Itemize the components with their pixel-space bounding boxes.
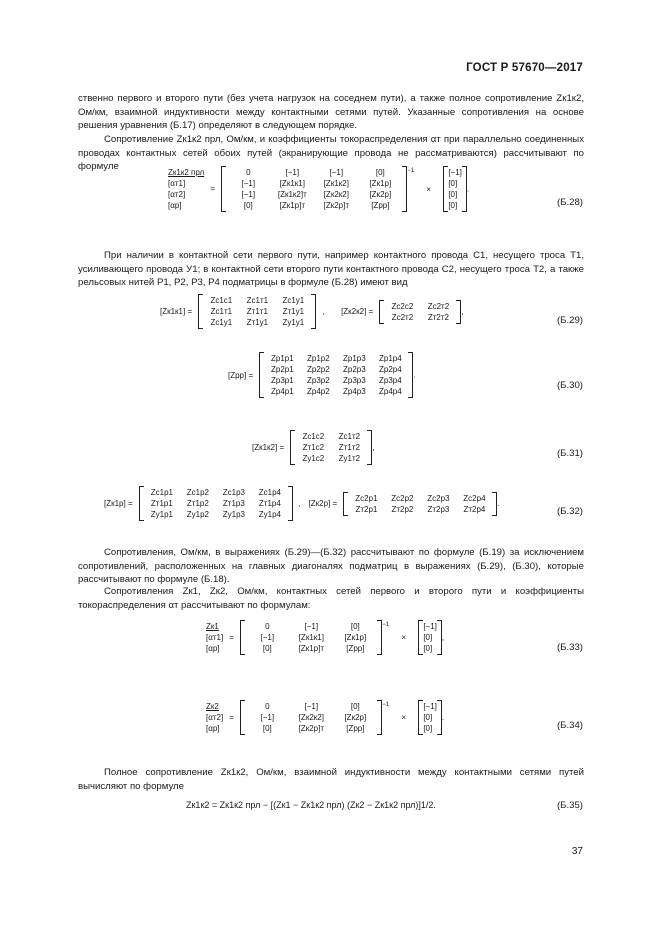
cell: Zт2р3 (427, 504, 450, 514)
cell: Zр2р3 (343, 365, 366, 374)
cell: [0] (375, 168, 385, 177)
cell: Zт1у1 (282, 307, 305, 316)
cell: [0] (423, 713, 433, 722)
lhs-3: [αр] (168, 201, 182, 210)
cell: [0] (350, 622, 360, 631)
cell: Zс1с1 (210, 296, 233, 305)
cell: [−1] (260, 633, 275, 642)
lhs-1: [αт2] (206, 713, 224, 722)
lhs-1: [αт1] (168, 179, 186, 188)
formula-number-b35: (Б.35) (556, 800, 583, 811)
cell: [Zк2к2] (323, 190, 349, 199)
formula-b30: [Zрр] = Zр1р1 Zр1р2 Zр1р3 Zр1р4 Zр2р1 Zр2р2 Zр2р3 Zр2р4 Zр3р1 Zр3р2 Zр3р3 Zр3р4 Zр4р1 Zр4р2 Zр4р3 Zр4р4 . (228, 354, 416, 396)
cell: [0] (448, 190, 458, 199)
cell: Zс2т2 (427, 301, 450, 311)
paragraph-4: Сопротивления, Ом/км, в выражениях (Б.29)—(Б.32) рассчитывают по формуле (Б.19) за исключением сопротивлений, расположенных на главных диагоналях подматриц в выражениях (Б.29), (Б.30), которые рассчитывают по формуле (Б.18). (78, 547, 584, 586)
inverse-exponent: −1 (382, 622, 390, 628)
cell: [0] (448, 201, 458, 210)
cell: Zс2с2 (391, 301, 414, 311)
cell: Zр4р4 (379, 387, 402, 396)
cell: Zр1р1 (271, 354, 294, 363)
matrix-name: [Zк2р] = (308, 499, 338, 508)
cell: Zр2р4 (379, 365, 402, 374)
matrix-b28 (221, 166, 407, 212)
cell: Zт1у1 (246, 318, 269, 327)
cell: Zр1р4 (379, 354, 402, 363)
matrix-name: [Zрр] = (228, 370, 254, 380)
cell: [Zк1р]т (298, 644, 325, 653)
cell: Zс2р1 (355, 493, 378, 503)
cell: [Zк2р] (344, 713, 367, 722)
lhs-2: [αр] (206, 724, 220, 733)
cell: Zс1р4 (258, 488, 281, 497)
cell: Zр1р2 (307, 354, 330, 363)
matrix-zk1p (139, 486, 293, 521)
cell: Zу1т2 (338, 454, 361, 463)
cell: 0 (265, 702, 270, 711)
matrix-zk1k2 (290, 430, 372, 465)
formula-b32: [Zк1р] = Zс1р1 Zс1р2 Zс1р3 Zс1р4 Zт1р1 Zт1р2 Zт1р3 Zт1р4 Zу1р1 Zу1р2 Zу1р3 Zу1р4 , [Zк2р] = Zс2р1 Zс2р2 Zс2р3 Zс2р4 Zт2р1 Zт2р2 Zт2р3 Zт2р4 . (104, 488, 500, 519)
matrix-zk2k2 (379, 300, 461, 324)
matrix-b33 (240, 620, 382, 655)
inverse-exponent: −1 (407, 168, 415, 174)
cell: Zр3р3 (343, 376, 366, 385)
matrix-name: [Zк1к2] = (252, 443, 285, 452)
cell: Zс1р1 (150, 488, 173, 497)
cell: Zр1р3 (343, 354, 366, 363)
cell: [Zрр] (346, 724, 365, 733)
cell: [−1] (448, 168, 462, 177)
formula-b31: [Zк1к2] = Zс1с2 Zс1т2 Zт1с2 Zт1т2 Zу1с2 Zу1т2 , (252, 432, 375, 463)
cell: Zр4р2 (307, 387, 330, 396)
vector-b28 (443, 166, 467, 212)
cell: Zс2т2 (391, 312, 414, 322)
formula-number-b30: (Б.30) (556, 380, 583, 391)
cell: Zт2р1 (355, 504, 378, 514)
cell: Zс1у1 (210, 318, 233, 327)
paragraph-1: ственно первого и второго пути (без учета нагрузок на соседнем пути), а также полное сопротивление Zк1к2, Ом/км, взаимной индуктивности между контактными сетями путей. Указанные сопротивления на основе решения уравнения (Б.17) определяют в следующем порядке. (78, 93, 584, 132)
matrix-zpp (259, 352, 413, 398)
cell: Zу1р3 (222, 510, 245, 519)
cell: [Zк1р]т (279, 201, 306, 210)
cell: Zр2р2 (307, 365, 330, 374)
cell: [−1] (241, 190, 256, 199)
paragraph-3: При наличии в контактной сети первого пути, например контактного провода С1, несущего троса Т1, усиливающего провода У1; в контактной сети второго пути контактного провода С2, несущего троса Т2, а также рельсовых нитей Р1, Р2, Р3, Р4 подматрицы в формуле (Б.28) имеют вид (78, 250, 584, 289)
page-number: 37 (571, 846, 583, 857)
cell: Zр4р1 (271, 387, 294, 396)
lhs-2: [αр] (206, 644, 220, 653)
cell: Zт2р2 (391, 504, 414, 514)
cell: Zс2р2 (391, 493, 414, 503)
cell: [0] (262, 644, 272, 653)
matrix-name: [Zк1к1] = (160, 307, 193, 316)
cell: [−1] (423, 702, 437, 711)
cell: [−1] (304, 622, 319, 631)
inverse-exponent: −1 (382, 702, 390, 708)
cell: [Zк1к2]т (277, 190, 307, 199)
cell: Zс1р2 (186, 488, 209, 497)
formula-number-b32: (Б.32) (556, 506, 583, 517)
cell: 0 (265, 622, 270, 631)
cell: [0] (448, 179, 458, 188)
cell: [Zк2к2] (298, 713, 324, 722)
paragraph-6: Полное сопротивление Zк1к2, Ом/км, взаимной индуктивности между контактными сетями путей вычисляют по формуле (78, 767, 584, 792)
cell: Zт1р4 (258, 499, 281, 508)
matrix-name: [Zк1р] = (104, 499, 133, 508)
formula-b35: Zк1к2 = Zк1к2 прл − [(Zк1 − Zк1к2 прл) (Zк2 − Zк1к2 прл)]1/2. (186, 800, 436, 810)
cell: Zс2р4 (463, 493, 486, 503)
cell: [0] (423, 633, 433, 642)
cell: [−1] (241, 179, 256, 188)
cell: [0] (423, 724, 433, 733)
paragraph-2: Сопротивление Zк1к2 прл, Ом/км, и коэффициенты токораспределения αт при параллельно соединенных проводах контактных сетей обоих путей (экранирующие провода не рассматриваются) рассчитывают по формуле (78, 134, 584, 173)
cell: Zу1у1 (282, 318, 305, 327)
formula-number-b28: (Б.28) (556, 197, 583, 208)
cell: Zс1у1 (282, 296, 305, 305)
cell: [−1] (260, 713, 275, 722)
lhs-2: [αт2] (168, 190, 186, 199)
formula-b34: Zк2 [αт2] [αр] = 0 [−1] [0] [−1] [Zк2к2] [Zк2р] [0] [Zк2р]т [Zрр] $^{-1}$ × [−1] [0] [0] . (206, 702, 445, 733)
cell: [Zк1р] (344, 633, 367, 642)
cell: [Zк1р] (369, 179, 392, 188)
cell: Zс1т2 (338, 432, 361, 441)
matrix-b34 (240, 700, 382, 735)
cell: Zр3р1 (271, 376, 294, 385)
cell: Zу1р1 (150, 510, 173, 519)
cell: Zт2р4 (463, 504, 486, 514)
cell: [0] (350, 702, 360, 711)
cell: [Zк1к2] (323, 179, 349, 188)
matrix-zk1k1 (198, 294, 316, 329)
formula-b33: Zк1 [αт1] [αр] = 0 [−1] [0] [−1] [Zк1к1] [Zк1р] [0] [Zк1р]т [Zрр] $^{-1}$ × [−1] [0] [0] , (206, 622, 445, 653)
cell: [Zрр] (371, 201, 390, 210)
cell: Zр3р2 (307, 376, 330, 385)
cell: Zу1р2 (186, 510, 209, 519)
matrix-name: [Zк2к2] = (341, 307, 374, 316)
formula-number-b33: (Б.33) (556, 642, 583, 653)
cell: Zт1т1 (246, 307, 268, 316)
cell: Zс1с2 (302, 432, 325, 441)
cell: Zс1т1 (210, 307, 233, 316)
cell: [Zк2р]т (323, 201, 350, 210)
cell: [−1] (285, 168, 300, 177)
cell: [−1] (423, 622, 437, 631)
cell: [Zк2р]т (298, 724, 325, 733)
cell: [Zрр] (346, 644, 365, 653)
formula-b28: Zк1к2 прл [αт1] [αт2] [αр] = 0 [−1] [−1] [0] [−1] [Zк1к1] [Zк1к2] [Zк1р] [−1] [Zк1к2]т [Zк2к2] [Zк2р] [0] [Zк1р]т [Zк2р]т [Zрр] $^{-1}$ × [−1] [0] [0] [0] . (168, 168, 470, 210)
cell: Zс2р3 (427, 493, 450, 503)
formula-number-b31: (Б.31) (556, 448, 583, 459)
cell: Zт1с2 (302, 443, 325, 452)
cell: [−1] (304, 702, 319, 711)
cell: Zу1с2 (302, 454, 325, 463)
formula-b29: [Zк1к1] = Zс1с1 Zс1т1 Zс1у1 Zс1т1 Zт1т1 Zт1у1 Zс1у1 Zт1у1 Zу1у1 , [Zк2к2] = Zс2с2 Zс2т2 Zс2т2 Zт2т2 , (160, 296, 464, 327)
matrix-zk2p (343, 492, 497, 516)
cell: Zр2р1 (271, 365, 294, 374)
cell: [0] (262, 724, 272, 733)
cell: Zс1т1 (246, 296, 269, 305)
vector-b34 (418, 700, 442, 735)
cell: Zт1р1 (150, 499, 173, 508)
formula-number-b34: (Б.34) (556, 720, 583, 731)
vector-b33 (418, 620, 442, 655)
cell: [Zк2р] (369, 190, 392, 199)
cell: Zт1р3 (222, 499, 245, 508)
formula-number-b29: (Б.29) (556, 315, 583, 326)
cell: Zт1р2 (186, 499, 209, 508)
cell: Zс1р3 (222, 488, 245, 497)
cell: Zр3р4 (379, 376, 402, 385)
cell: [−1] (329, 168, 344, 177)
cell: [Zк1к1] (279, 179, 305, 188)
cell: [0] (243, 201, 253, 210)
cell: 0 (246, 168, 251, 177)
lhs-0: Zк1 (206, 622, 219, 631)
lhs-1: [αт1] (206, 633, 224, 642)
lhs-0: Zк2 (206, 702, 219, 711)
cell: Zт2т2 (427, 312, 449, 322)
paragraph-5: Сопротивления Zк1, Zк2, Ом/км, контактных сетей первого и второго пути и коэффициенты токораспределения αт рассчитывают по формулам: (78, 586, 584, 611)
cell: [0] (423, 644, 433, 653)
cell: Zу1р4 (258, 510, 281, 519)
document-header: ГОСТ Р 57670—2017 (466, 62, 583, 74)
lhs-0: Zк1к2 прл (168, 168, 205, 177)
cell: [Zк1к1] (298, 633, 324, 642)
cell: Zр4р3 (343, 387, 366, 396)
cell: Zт1т2 (338, 443, 360, 452)
